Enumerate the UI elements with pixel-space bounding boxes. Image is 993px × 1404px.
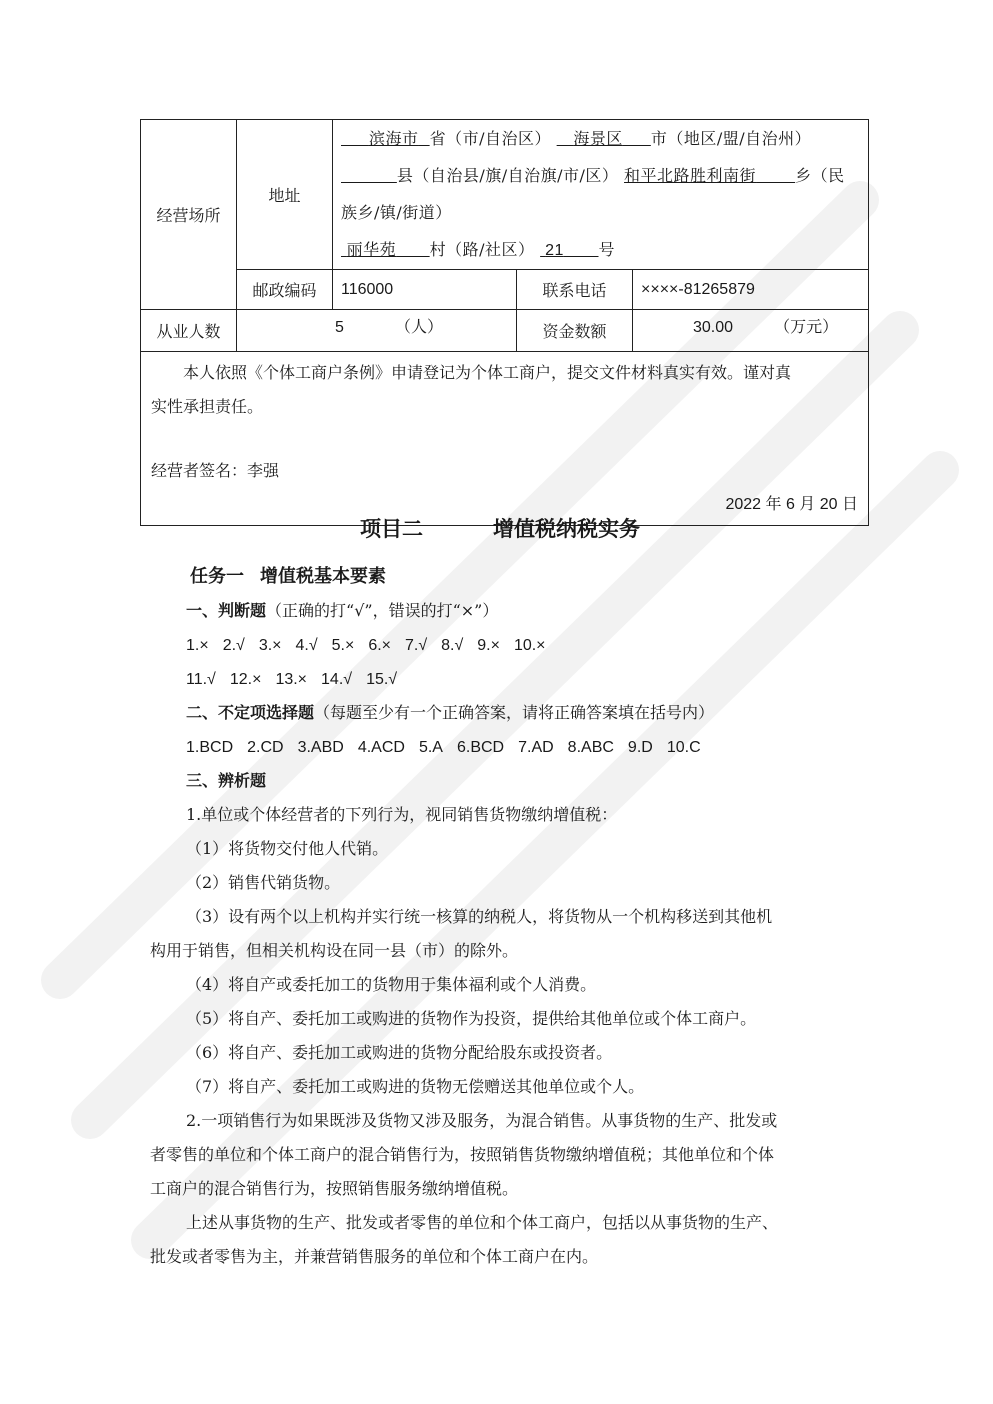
answer-item: 5.× bbox=[331, 637, 355, 654]
list-item: （7）将自产、委托加工或购进的货物无偿赠送其他单位或个人。 bbox=[186, 1077, 645, 1096]
answer-item: 3.ABD bbox=[297, 739, 344, 756]
answer-item: 2.CD bbox=[247, 739, 284, 756]
answer-item: 6.BCD bbox=[456, 739, 505, 756]
analysis-q1-intro: 1.单位或个体经营者的下列行为，视同销售货物缴纳增值税： bbox=[186, 805, 618, 824]
answer-item: 7.AD bbox=[518, 739, 554, 756]
answer-item: 8.ABC bbox=[567, 739, 614, 756]
fund-unit: （万元） bbox=[774, 317, 839, 336]
phone-label: 联系电话 bbox=[517, 270, 633, 310]
staff-count-field bbox=[237, 310, 517, 352]
answer-item: 8.√ bbox=[441, 637, 464, 654]
answer-item: 12.× bbox=[229, 671, 262, 688]
fund-field bbox=[633, 310, 869, 352]
analysis-heading: 三、辨析题 bbox=[186, 771, 267, 790]
list-item: （6）将自产、委托加工或购进的货物分配给股东或投资者。 bbox=[186, 1043, 613, 1062]
answer-item: 11.√ bbox=[186, 671, 216, 688]
business-place-label: 经营场所 bbox=[141, 120, 237, 310]
answer-item: 9.× bbox=[477, 637, 500, 654]
answer-item: 15.√ bbox=[366, 671, 398, 688]
declaration-line-1: 本人依照《个体工商户条例》申请登记为个体工商户，提交文件材料真实有效。谨对真 bbox=[183, 363, 792, 382]
village-value: 丽华苑 bbox=[346, 240, 397, 259]
choice-answers bbox=[150, 730, 850, 764]
address-field: 滨海市 省（市/自治区） 海景区 市（地区/盟/自治州） 县（自治县/旗/自治旗/市/区） 和平北路胜利南街 乡（民族乡/镇/街道） 丽华苑 村（路/社区） 21 号 bbox=[333, 120, 869, 270]
fund-label: 资金数额 bbox=[517, 310, 633, 352]
registration-form-table bbox=[140, 119, 869, 526]
province-value: 滨海市 bbox=[368, 129, 419, 148]
task-heading: 任务一 增值税基本要素 bbox=[190, 566, 386, 587]
staff-unit: （人） bbox=[395, 317, 444, 336]
answer-item: 3.× bbox=[258, 637, 282, 654]
answer-content bbox=[150, 508, 850, 1274]
answer-item: 4.ACD bbox=[357, 739, 405, 756]
judge-heading: 一、判断题（正确的打“√”，错误的打“×”） bbox=[186, 601, 499, 620]
declaration-line-2: 实性承担责任。 bbox=[151, 397, 264, 416]
answer-item: 6.× bbox=[368, 637, 391, 654]
list-item: （4）将自产或委托加工的货物用于集体福利或个人消费。 bbox=[186, 975, 597, 994]
answer-item: 2.√ bbox=[222, 637, 245, 654]
judge-answers-row-2 bbox=[150, 662, 850, 696]
township-value: 和平北路胜利南街 bbox=[624, 166, 757, 185]
answer-item: 7.√ bbox=[405, 637, 428, 654]
staff-count-value: 5 bbox=[335, 319, 344, 336]
county-value bbox=[341, 166, 397, 185]
sign-date: 2022 年 6 月 20 日 bbox=[725, 496, 858, 513]
address-label: 地址 bbox=[237, 120, 333, 270]
choice-heading: 二、不定项选择题（每题至少有一个正确答案，请将正确答案填在括号内） bbox=[186, 703, 715, 722]
answer-item: 10.× bbox=[513, 637, 546, 654]
postcode-label: 邮政编码 bbox=[237, 270, 333, 310]
analysis-q2-note-line-1: 上述从事货物的生产、批发或者零售的单位和个体工商户，包括以从事货物的生产、 bbox=[186, 1213, 779, 1232]
signature: 经营者签名：李强 bbox=[151, 461, 280, 480]
analysis-q2-line-3: 工商户的混合销售行为，按照销售服务缴纳增值税。 bbox=[150, 1179, 519, 1198]
list-item: （1）将货物交付他人代销。 bbox=[186, 839, 389, 858]
staff-count-label: 从业人数 bbox=[141, 310, 237, 352]
answer-item: 1.× bbox=[186, 637, 209, 654]
project-heading: 项目二 增值税纳税实务 bbox=[360, 516, 640, 541]
house-number-value: 21 bbox=[545, 242, 564, 259]
list-item: （3）设有两个以上机构并实行统一核算的纳税人，将货物从一个机构移送到其他机 bbox=[186, 907, 773, 926]
list-item: （2）销售代销货物。 bbox=[186, 873, 341, 892]
answer-item: 4.√ bbox=[295, 637, 318, 654]
postcode-value: 116000 bbox=[333, 270, 517, 310]
analysis-q2-line-2: 者零售的单位和个体工商户的混合销售行为，按照销售货物缴纳增值税；其他单位和个体 bbox=[150, 1145, 775, 1164]
phone-value: ××××-81265879 bbox=[633, 270, 869, 310]
judge-answers-row-1 bbox=[150, 628, 850, 662]
answer-item: 10.C bbox=[666, 739, 701, 756]
answer-item: 13.× bbox=[275, 671, 308, 688]
declaration-block bbox=[141, 352, 869, 526]
fund-value: 30.00 bbox=[693, 319, 734, 336]
answer-item: 14.√ bbox=[321, 671, 353, 688]
answer-item: 1.BCD bbox=[186, 739, 234, 756]
list-item: （5）将自产、委托加工或购进的货物作为投资，提供给其他单位或个体工商户。 bbox=[186, 1009, 757, 1028]
answer-item: 5.A bbox=[418, 739, 443, 756]
list-item-continued: 构用于销售，但相关机构设在同一县（市）的除外。 bbox=[150, 941, 519, 960]
analysis-q2-note-line-2: 批发或者零售为主，并兼营销售服务的单位和个体工商户在内。 bbox=[150, 1247, 599, 1266]
answer-item: 9.D bbox=[627, 739, 653, 756]
analysis-q2-line-1: 2.一项销售行为如果既涉及货物又涉及服务，为混合销售。从事货物的生产、批发或 bbox=[186, 1111, 778, 1130]
city-value: 海景区 bbox=[573, 129, 623, 148]
